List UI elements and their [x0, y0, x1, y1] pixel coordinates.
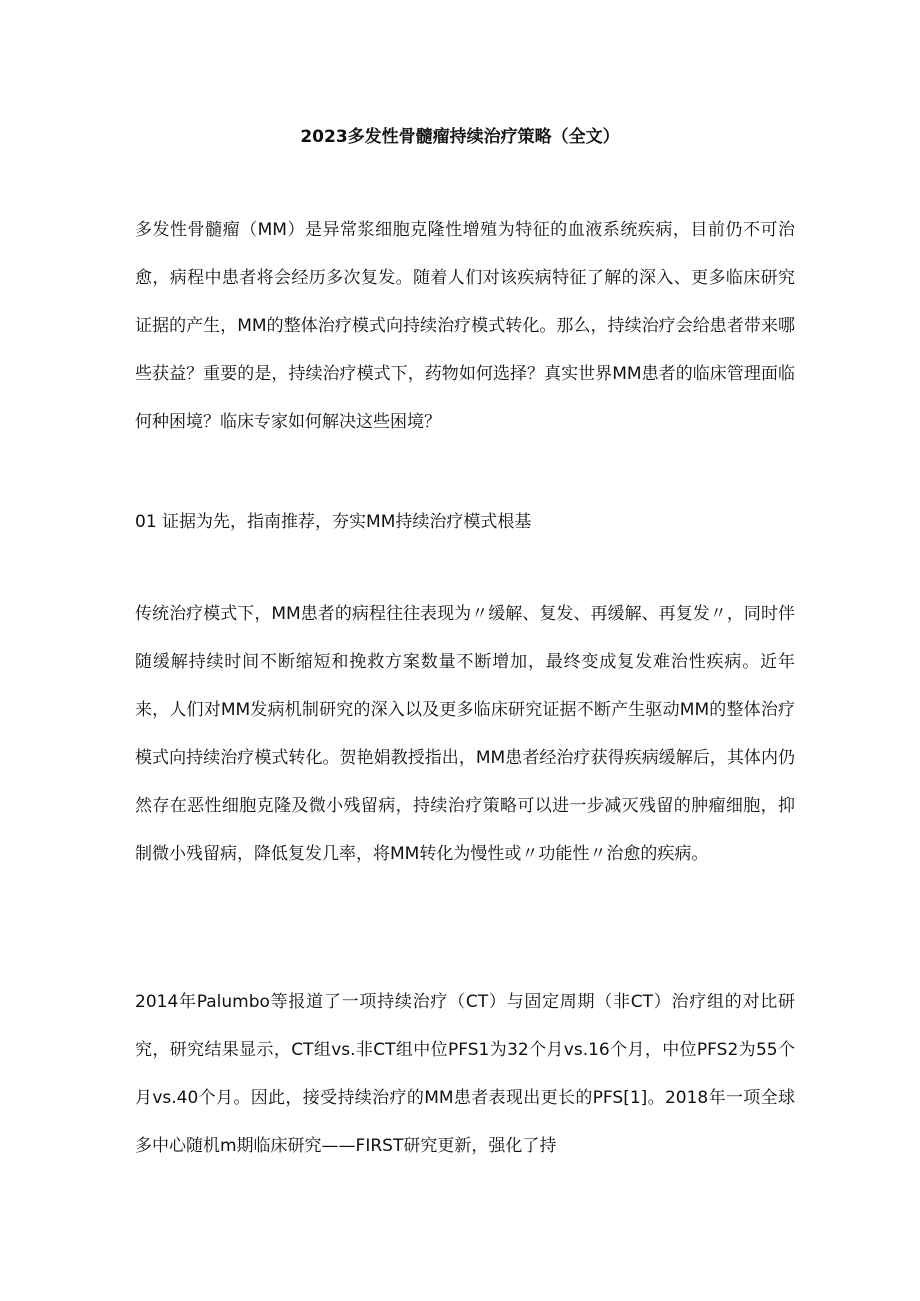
- body-paragraph-2: 传统治疗模式下，MM患者的病程往往表现为〃缓解、复发、再缓解、再复发〃，同时伴随缓解持续时间不断缩短和挽救方案数量不断增加，最终变成复发难治性疾病。近年来，人们对MM发病机制研究的深入以及更多临床研究证据不断产生驱动MM的整体治疗模式向持续治疗模式转化。贺艳娟教授指出，MM患者经治疗获得疾病缓解后，其体内仍然存在恶性细胞克隆及微小残留病，持续治疗策略可以进一步减灭残留的肿瘤细胞，抑制微小残留病，降低复发几率，将MM转化为慢性或〃功能性〃治愈的疾病。: [135, 604, 795, 864]
- section-heading: 01 证据为先，指南推荐，夯实MM持续治疗模式根基: [135, 512, 532, 532]
- body-paragraph-3: 2014年Palumbo等报道了一项持续治疗（CT）与固定周期（非CT）治疗组的对比研究，研究结果显示，CT组vs.非CT组中位PFS1为32个月vs.16个月，中位PFS2为55个月vs.40个月。因此，接受持续治疗的MM患者表现出更长的PFS[1]。2018年一项全球多中心随机m期临床研究——FIRST研究更新，强化了持: [135, 992, 795, 1156]
- document-title: 2023多发性骨髓瘤持续治疗策略（全文）: [300, 127, 620, 147]
- intro-paragraph: 多发性骨髓瘤（MM）是异常浆细胞克隆性增殖为特征的血液系统疾病，目前仍不可治愈，病程中患者将会经历多次复发。随着人们对该疾病特征了解的深入、更多临床研究证据的产生，MM的整体治疗模式向持续治疗模式转化。那么，持续治疗会给患者带来哪些获益？重要的是，持续治疗模式下，药物如何选择？真实世界MM患者的临床管理面临何种困境？临床专家如何解决这些困境？: [135, 220, 795, 432]
